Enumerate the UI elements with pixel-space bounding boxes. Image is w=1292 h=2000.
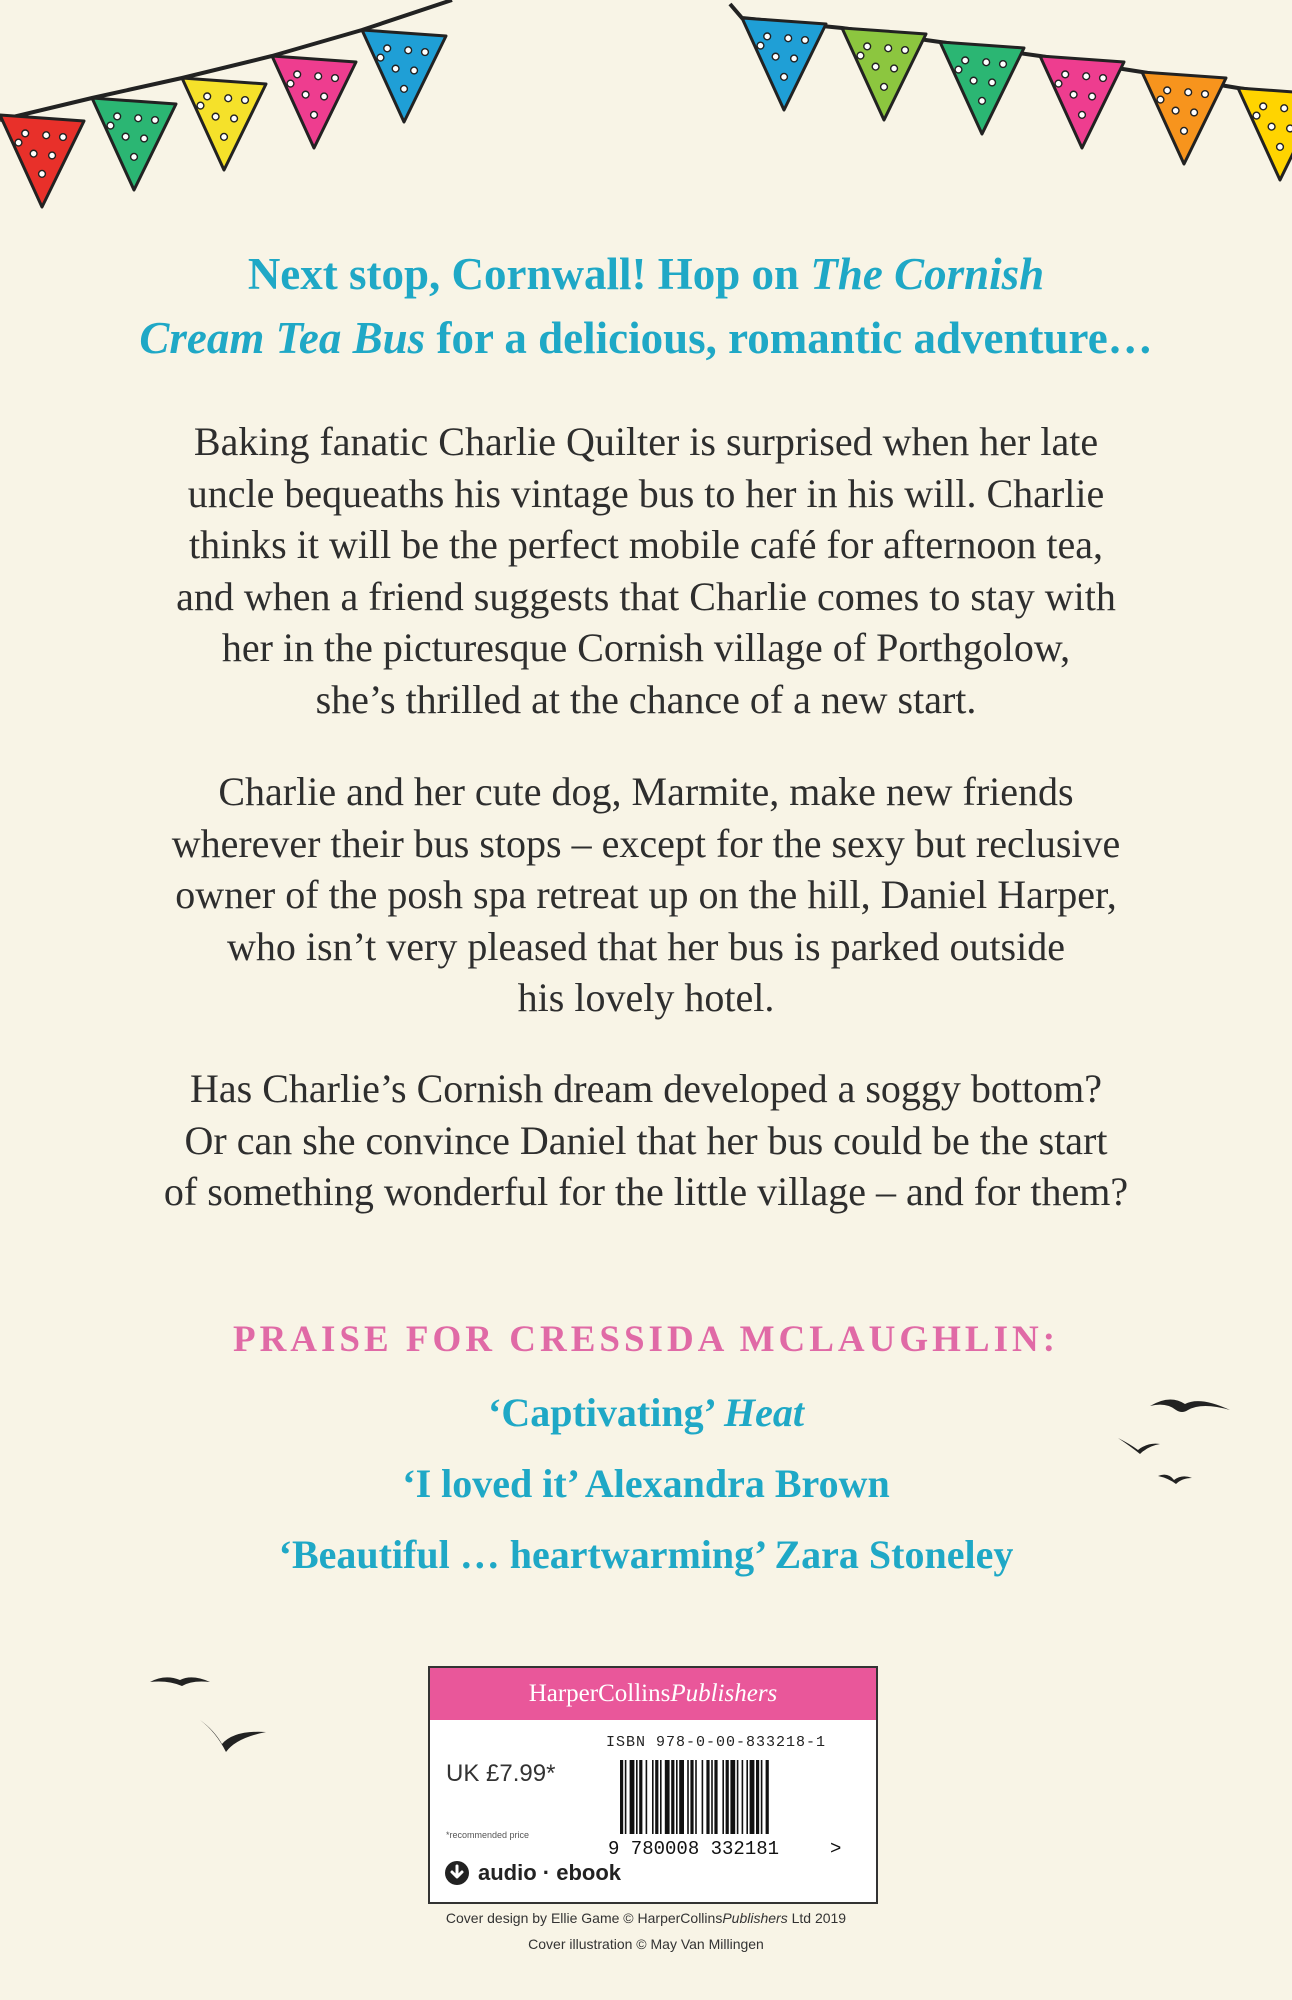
blurb-line: Has Charlie’s Cornish dream developed a soggy bottom? [189,1066,1103,1111]
bunting-flag [362,30,446,122]
bunting-flag [0,115,84,207]
price: UK £7.99* [446,1760,556,1787]
praise-quote-1 [0,1389,1292,1436]
praise-heading: PRAISE FOR CRESSIDA MCLAUGHLIN: [232,1319,1060,1360]
quote-source: Heat [723,1390,804,1435]
download-icon [444,1860,470,1886]
cover-illustration-credit: Cover illustration © May Van Millingen [528,1936,764,1952]
bunting-flag [1238,88,1292,180]
publisher-band [430,1668,876,1720]
barcode-bar [750,1760,755,1834]
barcode-bar [671,1760,674,1834]
blurb-line: who isn’t very pleased that her bus is parked outside [227,923,1065,969]
barcode-bar [655,1760,658,1834]
barcode-bar [726,1760,729,1834]
birds-right-decoration [1100,1380,1250,1510]
bunting-flag [842,28,926,120]
barcode-bar [679,1760,684,1834]
barcode-arrow: > [830,1838,842,1858]
blurb-line: owner of the posh spa retreat up on the hill, Daniel Harper, [175,872,1117,917]
blurb-line: she’s thrilled at the chance of a new start. [315,676,977,722]
barcode-digits: 9 780008 332181 [608,1838,780,1858]
barcode-bar [652,1760,654,1834]
credit-italic: Publishers [722,1910,788,1926]
barcode-bar [690,1760,693,1834]
barcode-bar [742,1760,744,1834]
barcode-bar [766,1760,769,1834]
barcode-bar [639,1760,642,1834]
tagline-line2-title: Cream Tea Bus [139,313,426,363]
barcode-bar [625,1760,627,1834]
formats-label: audio · ebook [478,1860,621,1885]
barcode-bar [702,1760,704,1834]
barcode-bar [636,1760,638,1834]
blurb-line: wherever their bus stops – except for the sexy but reclusive [171,820,1121,866]
praise-quote-2: ‘I loved it’ Alexandra Brown [402,1461,890,1506]
tagline [0,242,1292,370]
tagline-line1-title: The Cornish [810,249,1045,299]
blurb-line: uncle bequeaths his vintage bus to her in his will. Charlie [187,470,1105,516]
bunting-flag [1040,56,1124,148]
blurb-line: and when a friend suggests that Charlie comes to stay with [176,573,1116,619]
formats-available [444,1860,621,1886]
bunting-flag [92,98,176,190]
quote-text: ‘Captivating’ [488,1390,724,1435]
barcode-bar [660,1760,662,1834]
barcode-bar [646,1760,648,1834]
barcode-bar [687,1760,689,1834]
barcode-bar [730,1760,735,1834]
barcode-bar [746,1760,748,1834]
blurb-paragraph-1 [60,416,1232,725]
bunting-decoration [0,0,1292,240]
publisher-suffix: Publishers [670,1680,778,1707]
blurb-paragraph-3 [60,1063,1232,1218]
blurb-line: of something wonderful for the little village – and for them? [163,1169,1129,1214]
blurb-line: Baking fanatic Charlie Quilter is surprised when her late [193,419,1099,464]
barcode-bar [706,1760,709,1834]
bunting-flag [742,18,826,110]
barcode-bar [630,1760,635,1834]
praise-quote-3: ‘Beautiful … heartwarming’ Zara Stoneley [278,1532,1014,1577]
tagline-line2-text: for a delicious, romantic adventure… [425,313,1153,363]
credit-text-end: Ltd 2019 [787,1910,847,1926]
blurb-paragraph-2 [60,766,1232,1024]
bunting-flag [272,56,356,148]
barcode-bar [695,1760,697,1834]
publisher-name: HarperCollins [528,1680,671,1707]
price-barcode-panel [428,1666,878,1904]
recommended-price-note: *recommended price [446,1830,530,1840]
barcode-bar [711,1760,713,1834]
birds-left-decoration [140,1660,280,1770]
tagline-line1-text: Next stop, Cornwall! Hop on [247,249,811,299]
bunting-flag [940,42,1024,134]
barcode-bar [756,1760,759,1834]
blurb-line: his lovely hotel. [517,975,775,1020]
isbn-number: ISBN 978-0-00-833218-1 [606,1734,827,1751]
barcode-bar [676,1760,678,1834]
barcode-bar [714,1760,717,1834]
barcode-bar [620,1760,623,1834]
barcode-bar [761,1760,763,1834]
barcode [608,1758,844,1858]
barcode-bar [737,1760,739,1834]
barcode-bar [722,1760,724,1834]
blurb-line: thinks it will be the perfect mobile café for afternoon tea, [188,522,1104,567]
blurb-line: Or can she convince Daniel that her bus could be the start [184,1117,1108,1163]
blurb-line: her in the picturesque Cornish village of Porthgolow, [221,625,1071,670]
blurb-line: Charlie and her cute dog, Marmite, make new friends [218,769,1074,814]
credit-text: Cover design by Ellie Game © HarperCollins [445,1910,723,1926]
bunting-flag [182,78,266,170]
cover-design-credit [0,1910,1292,1926]
bunting-flag [1142,72,1226,164]
barcode-bar [665,1760,670,1834]
